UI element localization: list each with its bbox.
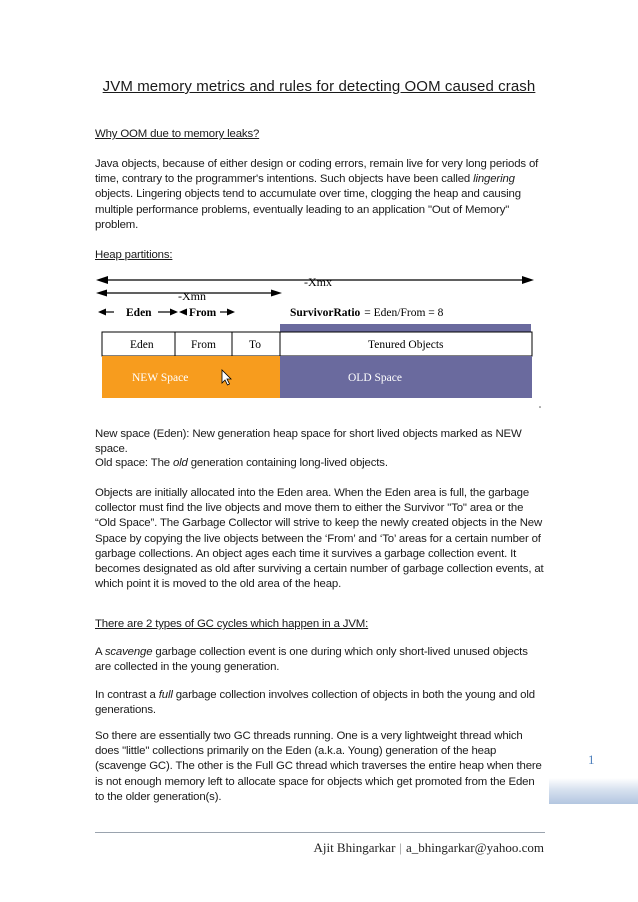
why-paragraph [95,157,545,233]
cell-tenured-objects: Tenured Objects [368,339,444,351]
old-space-block [280,356,532,398]
from-arrow-label: From [189,307,217,319]
scavenge-text-2: garbage collection event is one during which only short-lived unused objects are collected in the young generation. [95,646,528,674]
heap-heading: Heap partitions: [95,249,173,261]
footer-email: a_bhingarkar@yahoo.com [406,840,544,855]
full-emphasis: full [158,689,173,701]
new-space-label: NEW Space [132,372,189,384]
survivor-ratio-formula: = Eden/From = 8 [364,307,444,319]
xmn-label: -Xmn [178,289,206,303]
footer-author: Ajit Bhingarkar [313,840,396,855]
xmx-label: -Xmx [304,275,332,289]
old-space-label: OLD Space [348,372,402,384]
new-space-paragraph: New space (Eden): New generation heap space for short lived objects marked as NEW space. [95,428,522,456]
why-text-emphasis: lingering [473,173,515,186]
footer [313,840,544,856]
new-space-block [102,356,280,398]
cell-from: From [191,339,216,351]
partition-row [102,332,532,356]
old-space-text-1: Old space: The [95,457,173,469]
old-space-top-band [280,324,531,332]
gc-threads-paragraph: So there are essentially two GC threads running. One is a very lightweight thread which does "little" collections primarily on the Eden (a.k.a. Young) generation of the heap (scavenge GC). The other is the Full GC thread which traverses the entire heap when there is not enough memory left to allocate space for objects which get promoted from the Eden to the older generation(s). [95,730,542,803]
eden-arrow-label: Eden [126,307,152,319]
old-space-paragraph [95,456,545,471]
gc-heading: There are 2 types of GC cycles which happen in a JVM: [95,618,369,630]
full-text-1: In contrast a [95,689,159,701]
cell-eden: Eden [130,339,154,351]
document-title: JVM memory metrics and rules for detecting OOM caused crash [102,78,536,95]
footer-separator: | [399,840,403,855]
full-gc-paragraph [95,688,545,718]
why-heading: Why OOM due to memory leaks? [95,128,260,140]
why-text-1: Java objects, because of either design or coding errors, remain live for very long periods of time, contrary to the programmer's intentions. Such objects have been called [95,158,539,186]
cell-to: To [249,339,261,351]
footer-rule [95,832,545,833]
scavenge-paragraph [95,645,545,675]
survivor-ratio-label: SurvivorRatio [290,307,361,319]
page-corner-tab [549,778,638,804]
scavenge-text-1: A [95,646,105,658]
heap-partition-diagram [94,270,546,410]
old-space-text-2: generation containing long-lived objects. [187,457,388,469]
full-text-2: garbage collection involves collection of objects in both the young and old generations. [95,689,535,717]
page-number: 1 [588,752,595,767]
scavenge-emphasis: scavenge [104,646,153,658]
objects-paragraph: Objects are initially allocated into the Eden area. When the Eden area is full, the garbage collector must find the live objects and move them to either the Survivor "To" area or the “Old Space”. The Garbage Collector will strive to keep the newly created objects in the New Space by copying the live objects between the ‘From’ and ‘To’ areas for a certain number of garbage collections. An object ages each time it survives a garbage collection event. It becomes designated as old after surviving a certain number of garbage collection events, at which point it is moved to the old area of the heap. [95,487,544,591]
why-text-2: objects. Lingering objects tend to accumulate over time, clogging the heap and causing multiple performance problems, eventually leading to an application "Out of Memory" problem. [95,188,521,231]
old-space-emphasis: old [172,457,188,469]
trailing-dot [539,406,541,408]
survivor-ratio [290,307,444,319]
